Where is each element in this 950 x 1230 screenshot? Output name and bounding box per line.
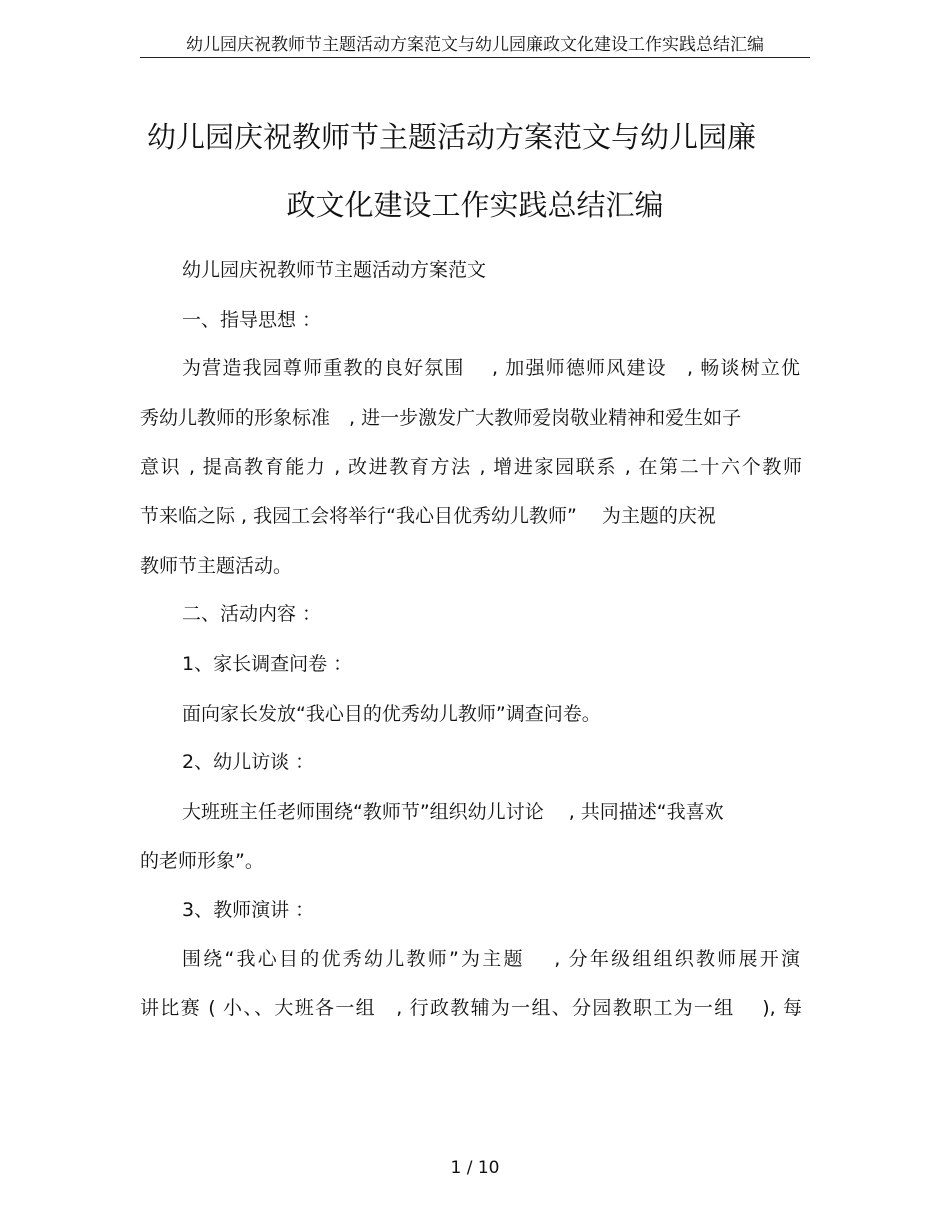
header-rule <box>140 57 810 58</box>
paragraph-line: 围绕“我心目的优秀幼儿教师”为主题 , 分年级组组织教师展开演 <box>182 948 800 970</box>
paragraph-line: 讲比赛 ( 小、、大班各一组 , 行政教辅为一组、分园教职工为一组 ), 每 <box>140 997 802 1019</box>
paragraph-line: 为营造我园尊师重教的良好氛围 , 加强师德师风建设 , 畅谈树立优 <box>182 357 800 379</box>
page-number: 1 / 10 <box>450 1158 500 1178</box>
paragraph-line: 大班班主任老师围绕“教师节”组织幼儿讨论 , 共同描述“我喜欢 <box>182 801 724 823</box>
paragraph-line: 的老师形象”。 <box>140 850 264 872</box>
item-heading-child-interview: 2、幼儿访谈 ： <box>182 751 315 773</box>
paragraph-line: 面向家长发放“我心目的优秀幼儿教师”调查问卷。 <box>182 703 601 725</box>
item-heading-teacher-speech: 3、教师演讲 ： <box>182 899 315 921</box>
item-heading-parent-survey: 1、家长调查问卷 ： <box>182 653 353 675</box>
paragraph-line: 秀幼儿教师的形象标准 , 进一步激发广大教师爱岗敬业精神和爱生如子 <box>140 407 742 429</box>
paragraph-line: 意识 , 提高教育能力 , 改进教育方法 , 增进家园联系 , 在第二十六个教师 <box>140 456 802 478</box>
document-title-line-2: 政文化建设工作实践总结汇编 <box>286 188 664 222</box>
paragraph-line: 节来临之际 , 我园工会将举行“我心目优秀幼儿教师” 为主题的庆祝 <box>140 505 716 527</box>
paragraph-line: 教师节主题活动。 <box>140 555 293 577</box>
running-header: 幼儿园庆祝教师节主题活动方案范文与幼儿园廉政文化建设工作实践总结汇编 <box>186 35 764 55</box>
subtitle: 幼儿园庆祝教师节主题活动方案范文 <box>182 259 487 281</box>
section-heading-activity-content: 二、活动内容 ： <box>182 603 322 625</box>
section-heading-guiding-ideology: 一、指导思想 ： <box>182 309 322 331</box>
document-title-line-1: 幼儿园庆祝教师节主题活动方案范文与幼儿园廉 <box>147 120 757 154</box>
